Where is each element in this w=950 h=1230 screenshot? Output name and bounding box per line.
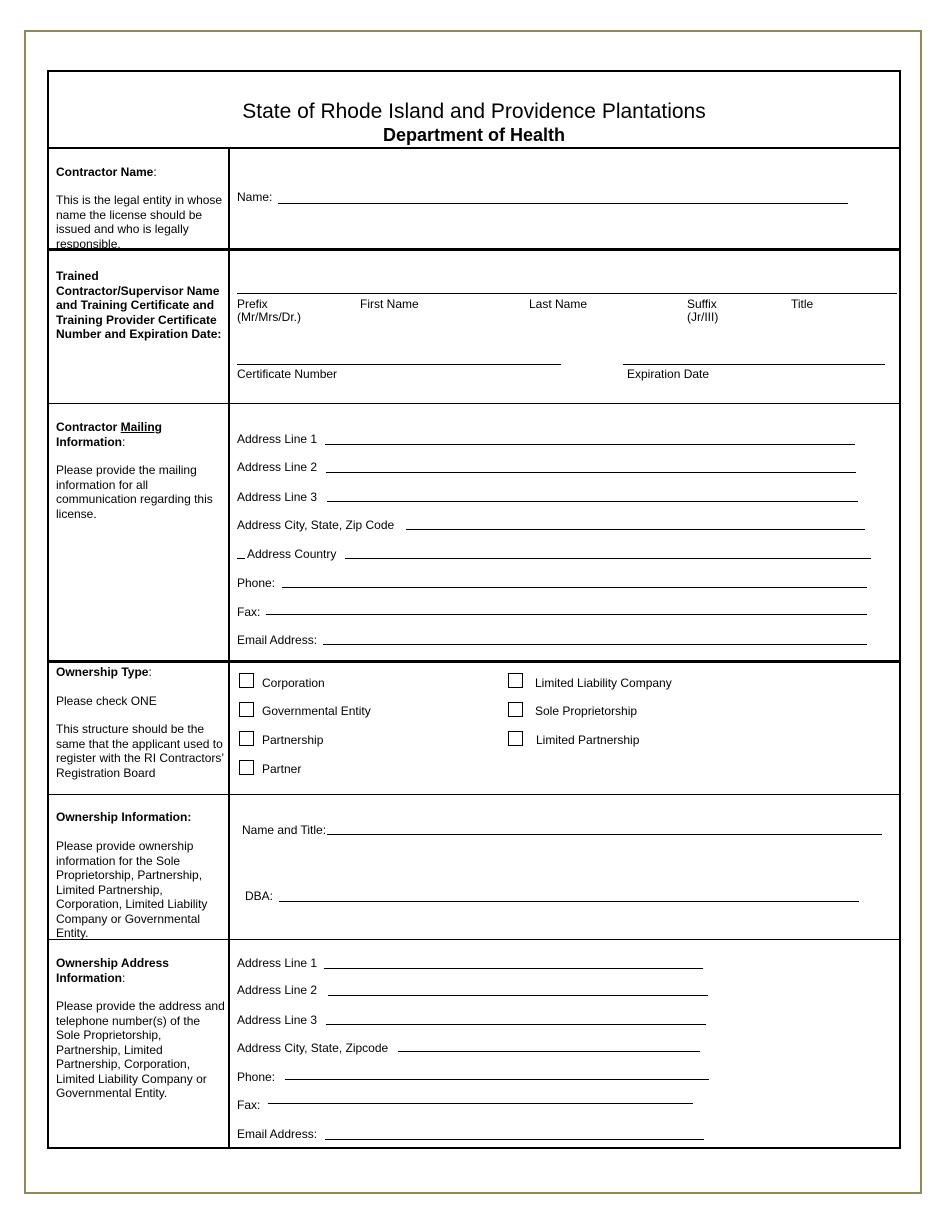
ownership-info-section bbox=[49, 795, 899, 940]
mailing-fax-field[interactable] bbox=[266, 614, 867, 615]
last-name-label: Last Name bbox=[529, 297, 588, 311]
mailing-section: Contractor Mailing Information: Please provide the mailing information for all communication regarding this license. Address Line 1 Address Line 2 Address Line 3 Address City, State, Zip Code Address Country Phone: Fax: Email Address: bbox=[49, 404, 899, 663]
suffix-label: Suffix bbox=[687, 297, 717, 311]
mailing-email-label: Email Address: bbox=[237, 633, 318, 647]
trained-contractor-section bbox=[49, 251, 899, 404]
state-title: State of Rhode Island and Providence Plantations bbox=[242, 100, 706, 123]
mailing-description: Please provide the mailing information for all communication regarding this license. bbox=[56, 463, 213, 521]
mailing-address3-label: Address Line 3 bbox=[237, 490, 318, 504]
department-title: Department of Health bbox=[382, 125, 566, 145]
owner-address1-label: Address Line 1 bbox=[237, 956, 318, 970]
owner-phone-label: Phone: bbox=[237, 1070, 276, 1084]
owner-address2-field[interactable] bbox=[328, 995, 708, 996]
dba-field[interactable] bbox=[279, 901, 859, 902]
llc-label: Limited Liability Company bbox=[535, 676, 672, 690]
partner-checkbox[interactable] bbox=[239, 760, 254, 775]
ownership-address-heading-b: Information bbox=[56, 970, 122, 985]
mailing-country-field[interactable] bbox=[345, 558, 871, 559]
expiration-date-field[interactable] bbox=[623, 364, 885, 365]
owner-city-field[interactable] bbox=[398, 1051, 700, 1052]
mailing-heading-b: Mailing bbox=[120, 420, 163, 434]
license-form bbox=[47, 70, 901, 1149]
expiration-date-label: Expiration Date bbox=[627, 367, 710, 381]
limited-partnership-label: Limited Partnership bbox=[536, 733, 640, 747]
ownership-info-description: Please provide ownership information for the Sole Proprietorship, Partnership, Limited Partnership, Corporation, Limited Liability Company or Governmental Entity. bbox=[56, 839, 208, 940]
mailing-phone-field[interactable] bbox=[282, 587, 867, 588]
mailing-heading-c: Information bbox=[56, 434, 122, 449]
trained-name-field[interactable] bbox=[237, 293, 897, 294]
prefix-label: Prefix bbox=[237, 297, 268, 311]
llc-checkbox[interactable] bbox=[508, 673, 523, 688]
mailing-address2-label: Address Line 2 bbox=[237, 460, 318, 474]
owner-email-field[interactable] bbox=[325, 1139, 704, 1140]
mailing-fax-label: Fax: bbox=[237, 605, 261, 619]
mailing-address1-field[interactable] bbox=[325, 444, 855, 445]
contractor-name-heading: Contractor Name bbox=[56, 165, 154, 179]
certificate-number-label: Certificate Number bbox=[237, 367, 338, 381]
partner-label: Partner bbox=[262, 762, 302, 776]
ownership-address-section: Ownership Address Information: Please provide the address and telephone number(s) of the Sole Proprietorship, Partnership, Limited Partnership, Corporation, Limited Liability Company or Governmental Entity. Address Line 1 Address Line 2 Address Line 3 Address City, State, Zipcode Phone: Fax: Email Address: bbox=[49, 940, 899, 1147]
name-title-field[interactable] bbox=[327, 834, 882, 835]
owner-fax-label: Fax: bbox=[237, 1098, 261, 1112]
partnership-checkbox[interactable] bbox=[239, 731, 254, 746]
sole-proprietorship-checkbox[interactable] bbox=[508, 702, 523, 717]
form-header bbox=[49, 72, 899, 149]
mailing-address3-field[interactable] bbox=[327, 501, 858, 502]
governmental-entity-checkbox[interactable] bbox=[239, 702, 254, 717]
owner-fax-field[interactable] bbox=[268, 1103, 693, 1104]
limited-partnership-checkbox[interactable] bbox=[508, 731, 523, 746]
name-label: Name: bbox=[237, 190, 273, 204]
check-one-note: Please check ONE bbox=[56, 694, 157, 708]
certificate-number-field[interactable] bbox=[237, 364, 561, 365]
mailing-city-label: Address City, State, Zip Code bbox=[237, 518, 395, 532]
ownership-address-heading-a: Ownership Address bbox=[56, 956, 169, 970]
owner-address2-label: Address Line 2 bbox=[237, 983, 318, 997]
mailing-address1-label: Address Line 1 bbox=[237, 432, 318, 446]
prefix-hint: (Mr/Mrs/Dr.) bbox=[237, 310, 301, 324]
ownership-address-description: Please provide the address and telephone number(s) of the Sole Proprietorship, Partnership, Limited Partnership, Corporation, Limited Liability Company or Governmental Entity. bbox=[56, 999, 225, 1100]
ownership-info-heading: Ownership Information: bbox=[56, 810, 192, 824]
mailing-country-label: Address Country bbox=[247, 547, 337, 561]
contractor-name-description: This is the legal entity in whose name the license should be issued and who is legally responsible. bbox=[56, 193, 223, 251]
owner-address3-label: Address Line 3 bbox=[237, 1013, 318, 1027]
owner-address3-field[interactable] bbox=[326, 1024, 706, 1025]
contractor-name-section: Contractor Name: This is the legal entity in whose name the license should be issued and who is legally responsible. Name: bbox=[49, 147, 899, 251]
governmental-entity-label: Governmental Entity bbox=[262, 704, 371, 718]
sole-proprietorship-label: Sole Proprietorship bbox=[535, 704, 638, 718]
ownership-type-description: This structure should be the same that the applicant used to register with the RI Contractors’ Registration Board bbox=[56, 722, 224, 780]
ownership-type-section: Ownership Type: Please check ONE This structure should be the same that the applicant used to register with the RI Contractors’ Registration Board Corporation Governmental Entity Partnership Partner Limited Liability Company Sole Proprietorship Limited Partnership bbox=[49, 663, 899, 795]
owner-city-label: Address City, State, Zipcode bbox=[237, 1041, 389, 1055]
partnership-label: Partnership bbox=[262, 733, 324, 747]
mailing-phone-label: Phone: bbox=[237, 576, 276, 590]
mailing-city-field[interactable] bbox=[406, 529, 865, 530]
title-label: Title bbox=[791, 297, 814, 311]
trained-contractor-heading: Trained Contractor/Supervisor Name and Training Certificate and Training Provider Certificate Number and Expiration Date: bbox=[56, 269, 222, 341]
suffix-hint: (Jr/III) bbox=[687, 310, 719, 324]
corporation-checkbox[interactable] bbox=[239, 673, 254, 688]
dba-label: DBA: bbox=[245, 889, 274, 903]
name-title-label: Name and Title: bbox=[242, 823, 327, 837]
corporation-label: Corporation bbox=[262, 676, 325, 690]
first-name-label: First Name bbox=[360, 297, 419, 311]
name-field[interactable] bbox=[278, 203, 848, 204]
mailing-address2-field[interactable] bbox=[326, 472, 856, 473]
owner-email-label: Email Address: bbox=[237, 1127, 318, 1141]
mailing-email-field[interactable] bbox=[323, 644, 867, 645]
owner-phone-field[interactable] bbox=[285, 1079, 709, 1080]
mailing-heading-a: Contractor bbox=[56, 420, 121, 434]
ownership-type-heading: Ownership Type bbox=[56, 665, 149, 679]
owner-address1-field[interactable] bbox=[324, 968, 703, 969]
